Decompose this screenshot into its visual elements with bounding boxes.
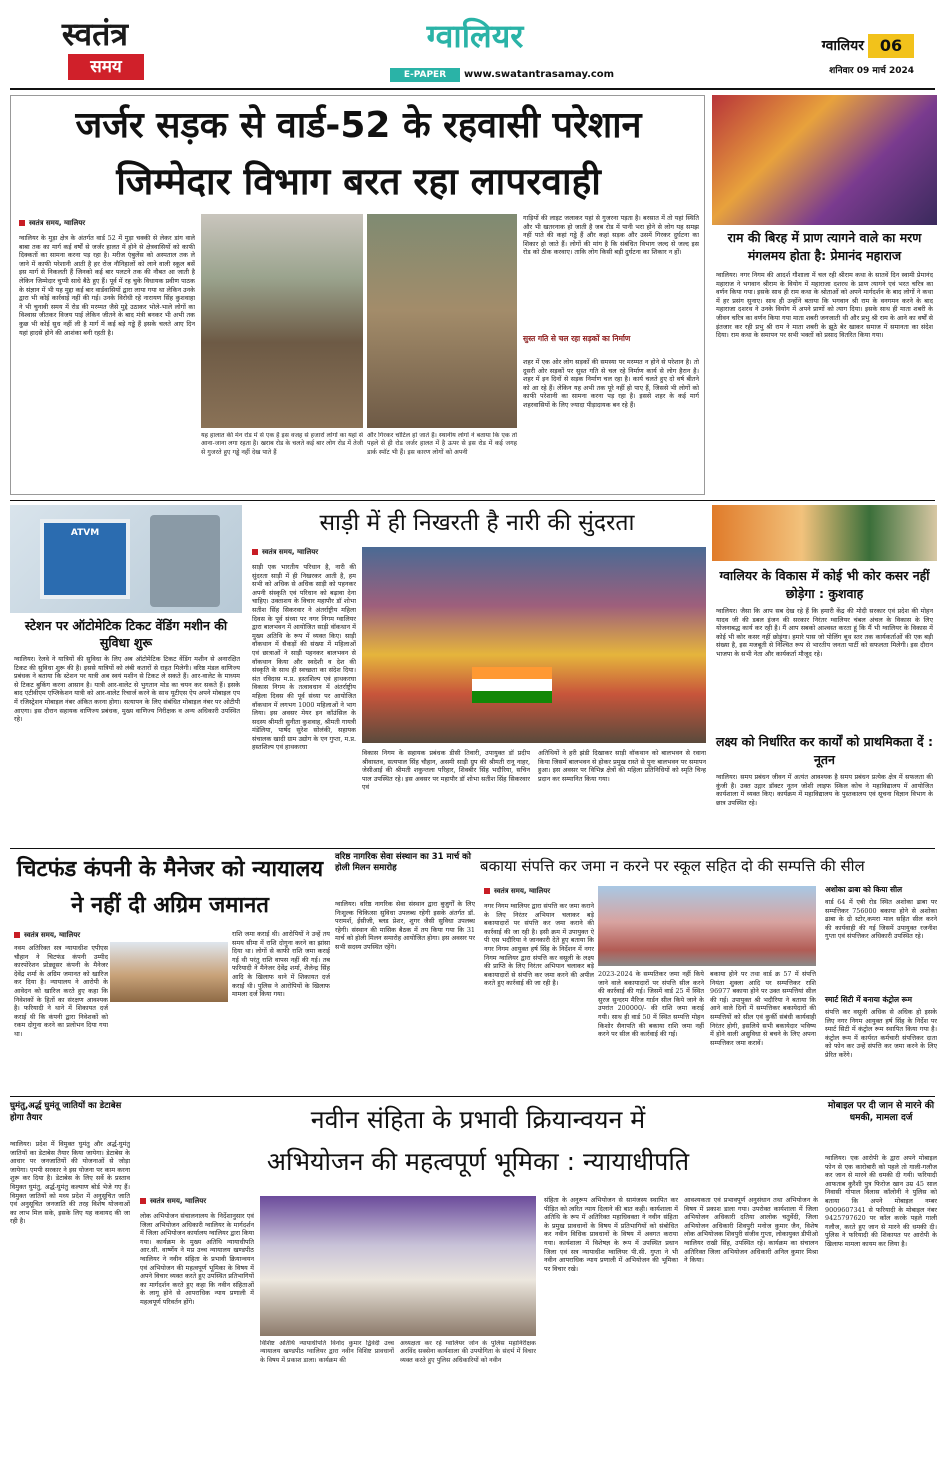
ashoka-subhead-2: स्मार्ट सिटी में बनाया कंट्रोल रूम: [825, 995, 912, 1004]
saree-col-4: अतिथियों ने हरी झंडी दिखाकर साड़ी वॉकथान को बालभवन से रवाना किया जिसमें बालभवन से होकर प्रमुख रास्ते से पुनः बालभवन पर समापन हुआ। इस अवसर पर विभिन्न क्षेत्रों की महिला प्रतिनिधियों को स्मृति चिन्ह प्रदान कर सम्मानित किया गया।: [538, 749, 706, 783]
chitfund-story: [10, 852, 330, 1092]
nyay-story: [136, 1100, 820, 1460]
chitfund-byline: स्वतंत्र समय, ग्वालियर: [14, 930, 174, 940]
bakaya-col-mid: 2023-2024 के सम्पतिकर जमा नहीं किये जाने वाले बकायादारों पर संपत्ति सील करने की कार्रवाई की गई। जिसमें वार्ड 25 में स्थित सुरज सुन्दरम मैरिज गार्डन सील किये जाने के उपरांत 200000/- की राशि जमा कराई गयी। साथ ही वार्ड 50 में स्थित सम्पत्ति मोहन किशोर सैनापति की बकाया राशि जमा नहीं करने पर सील की कार्रवाई की गई।: [598, 970, 704, 1039]
nyay-headline-2: अभियोजन की महत्वपूर्ण भूमिका : न्यायाधीपति: [266, 1147, 690, 1176]
logo: [30, 14, 160, 80]
lead-caption-1: यह हालात की मेन रोड में से एक है इस वजह से हजारों लोगों का यहां से आना-जाना लगा रहता है। खराब रोड के चलते कई बार लोग रोड में तेजी से गुजरते हुए गड्ढे नहीं देख पाते हैं: [201, 432, 363, 456]
atvm-photo: [10, 505, 242, 613]
mobile-story: [825, 1100, 937, 1460]
atvm-body: ग्वालियर। रेलवे ने यात्रियों की सुविधा के लिए अब ऑटोमेटिक टिकट वेंडिंग मशीन से अनारक्षित टिकट की सुविधा शुरू की है। इससे यात्रियों को लंबी कतारों से राहत मिलेगी। वरिष्ठ मंडल वाणिज्य प्रबंधक ने बताया कि स्टेशन पर यात्री अब स्वयं मशीन से टिकट ले सकते हैं। आर-वालेट के माध्यम से टिकट बुकिंग करना आसान है। यात्री आर-वालेट से भुगतान मोड का चयन कर सकते हैं। इसके बाद एटीवीएम एप्लिकेशन यात्री को आर-वालेट रिचार्ज करने के साथ यूटीएस ऐप अपने मोबाइल एप में रजिस्ट्रेशन मोबाइल नंबर अंकित करना होगा। सत्यापन के लिए संबंधित मोबाइल नंबर पर ओटीपी आएगा। इस दौरान सहायक वाणिज्य प्रबंधक, मुख्य वाणिज्य निरीक्षक व अन्य अधिकारी उपस्थित रहे।: [14, 655, 240, 724]
vikas-story: [712, 505, 937, 845]
lead-col-right-top: गाड़ियों की लाइट जलाकर यहां से गुजरना पड़ता है। बरसात में तो यहां स्थिति और भी खतरनाक हो जाती है जब रोड में पानी भरा होने से लोग यह समझ नहीं पाते की कहां गड्ढे हैं और कहां सड़क और उसमें गिरकर दुर्घटना का शिकार हो जाते हैं। लोगों की मांग है कि संबंधित विभाग जल्द से जल्द इस रोड को ठीक करवाए। ताकि लोग किसी बड़ी दुर्घटना का शिकार न हों।: [523, 214, 699, 257]
bakaya-headline: बकाया संपत्ति कर जमा न करने पर स्कूल सहित दो की सम्पत्ति की सील: [480, 857, 865, 875]
vikas-body: ग्वालियर। जैसा कि आप सब देख रहे हैं कि हमारी केंद्र की मोदी सरकार एवं प्रदेश की मोहन यादव जी की डबल इंजन की सरकार निरंतर ग्वालियर चंबल अंचल के विकास के लिए योजनाबद्ध कार्य कर रही है। मैं आप सबको आश्वस्त करता हूं कि मैं भी ग्वालियर के विकास में कोई भी कोर कसर नहीं छोड़ूंगा। हमारे पास जो पोलिंग बूथ स्तर तक कार्यकर्ताओं की एक बड़ी संख्या है, इस मजबूती से निश्चित रूप से भारतीय जनता पार्टी को सफलता मिलेगी। इस दौरान भाजपा के सभी नेता और कार्यकर्ता मौजूद रहे।: [716, 607, 933, 658]
lead-headline-2: जिम्मेदार विभाग बरत रहा लापरवाही: [116, 160, 601, 203]
atvm-headline: स्टेशन पर ऑटोमेटिक टिकट वेंडिंग मशीन की सुविधा शुरू: [24, 618, 228, 650]
nyay-col-4: आवश्यकता एवं प्रभावपूर्ण अनुसंधान तथा अभियोजन के विषय में प्रकाश डाला गया। उपरोक्त कार्यशाला में जिला अभियोजन अधिकारी दतिया आलोक चतुर्वेदी, जिला अभियोजन अधिकारी शिवपुरी मनोज कुमार जैन, विशेष लोक अभियोजक शिवपुरी संजीव गुप्ता, लोकायुक्त डीपीओ ग्वालियर राखी सिंह, उपस्थित रहे। कार्यक्रम का संचालन अतिरिक्त जिला अभियोजन अधिकारी अनिल कुमार मिश्रा ने किया।: [684, 1196, 818, 1265]
masthead-rule: [10, 88, 935, 90]
lead-photo-road-1: [201, 214, 363, 428]
ashoka-subhead-1: अशोका ढाबा को किया सील: [825, 885, 903, 894]
flag-green: [472, 691, 552, 703]
bakaya-body: नगर निगम ग्वालियर द्वारा संपत्ति कर जमा कराने के लिए निरंतर अभियान चलाकर बड़े बकायादारों पर संपत्ति कर जमा कराने की कार्रवाई की जा रही है। इसी क्रम में उपायुक्त ऐ पी एस भदौरिया ने जानकारी देते हुए बताया कि नगर निगम आयुक्त हर्ष सिंह के निर्देशन में नगर निगम ग्वालियर द्वारा संपत्ति कर वसूली के लक्ष्य की प्राप्ति के लिए निरंतर अभियान चलाकर बड़े बकायादारों से संपत्ति कर जमा करने की अपील करते हुए कार्रवाई की जा रही है।: [484, 902, 594, 988]
vikas-photo: [712, 505, 937, 561]
holi-body: ग्वालियर। वरिष्ठ नागरिक सेवा संस्थान द्वारा बुजुर्गों के लिए निःशुल्क चिकित्सा सुविधा उपलब्ध रहेगी इसके अंतर्गत डॉ. परामर्श, ईसीजी, ब्लड प्रेशर, शुगर जैसी सुविधा उपलब्ध रहेगी। संस्थान की मासिक बैठक में तय किया गया कि 31 मार्च को होली मिलन समारोह आयोजित होगा। इस अवसर पर सभी सदस्य उपस्थित रहेंगे।: [335, 900, 475, 951]
epaper-label: E-PAPER: [390, 68, 460, 82]
ram-story: [712, 95, 937, 495]
ram-body: ग्वालियर। नगर निगम की आदर्श गौशाला में चल रही श्रीराम कथा के सातवें दिन स्वामी प्रेमानंद महाराज ने भगवान श्रीराम के वियोग में महाराजा दशरथ के प्राण त्यागने एवं भरत चरित्र का वर्णन किया गया। इसके साथ ही राम कथा के श्रोताओं को अपने मार्गदर्शन के बाद लोगों ने कथा में हर प्रसंग सुनाए। साथ ही उन्होंने बताया कि भगवान श्री राम के वनगमन करने के बाद महाराजा दशरथ ने उनके वियोग में अपने प्राणों को त्याग दिया। इसके साथ ही माता शबरी के जीवन चरित्र का वर्णन किया गया माता शबरी जनजाती थी और प्रभु श्री राम के आने का वर्षों से इंतजार कर रही प्रभु श्री राम ने माता शबरी के झूठे बेर खाकर समाज में समानता का संदेश दिया। राम कथा के समापन पर सभी भक्तों को प्रसाद वितरित किया गया।: [716, 271, 933, 340]
epaper-bar: [390, 68, 690, 82]
ashoka-body-2: संपत्ति कर वसूली अधिक से अधिक हो इसके लिए नगर निगम आयुक्त हर्ष सिंह के निर्देश पर स्मार्ट सिटी में कंट्रोल रूम स्थापित किया गया है। कंट्रोल रूम में कार्यरत कर्मचारी संपत्तिकर दाता को फोन कर उन्हें संपत्ति कर जमा करने के लिए प्रेरित करेंगे।: [825, 1008, 937, 1059]
saree-headline: साड़ी में ही निखरती है नारी की सुंदरता: [319, 510, 635, 536]
ram-photo: [712, 95, 937, 225]
logo-bottom-text: समय: [68, 54, 144, 80]
nyay-body: लोक अभियोजन संचालनालय के निर्देशानुसार एवं जिला अभियोजन अधिकारी ग्वालियर के मार्गदर्शन में जिला अभियोजन कार्यालय ग्वालियर द्वारा किया गया। कार्यक्रम के मुख्य अतिथि न्यायाधीपति आर.सी. वार्ष्णेय ने मप्र उच्च न्यायालय खण्डपीठ ग्वालियर ने नवीन संहिता के प्रभावी क्रियान्वयन एवं अभियोजन की महत्वपूर्ण भूमिका के विषय में अपने विचार व्यक्त करते हुए उपस्थित प्रतिभागियों का मार्गदर्शन करते हुए कहा कि नवीन संहिताओं के लागू होने से आपराधिक न्याय प्रणाली में महत्वपूर्ण परिवर्तन होंगे।: [140, 1212, 254, 1306]
masthead: [0, 0, 945, 88]
nyay-byline: स्वतंत्र समय, ग्वालियर: [140, 1196, 300, 1206]
saree-col-3: विकास निगम के सहायक प्रबंधक डीसी तिवारी, उपायुक्त डॉ प्रदीप श्रीवास्तव, सत्यपाल सिंह चौहान, असमी साड़ी ग्रुप की श्रीमती रानू नाहर, जेसीआई की श्रीमती शकुन्तला परिहार, शिवबीर सिंह भदौरिया, सचिन पाल उपस्थित रहे। इस अवसर पर महापौर डॉ शोभा सतीश सिंह सिकरवार एवं: [362, 749, 530, 792]
mobile-headline: मोबाइल पर दी जान से मारने की धमकी, मामला दर्ज: [827, 1101, 935, 1123]
ram-headline: राम की बिरह में प्राण त्यागने वाले का मरण मंगलमय होता है: प्रेमानंद महाराज: [727, 230, 922, 263]
ashoka-body-1: वार्ड 64 में एबी रोड स्थित अशोका ढाबा पर सम्पत्तिकर 756000 बकाया होने से अशोका ढाबा के दो स्टोर,कमरा माल सहित सील करने की कार्यवाही की गई जिसमें उपायुक्त रजनीश गुप्ता एवं संपत्तिकर अधिकारी उपस्थित रहे।: [825, 898, 937, 941]
bakaya-byline: स्वतंत्र समय, ग्वालियर: [484, 886, 644, 896]
chitfund-col-right: राशि जमा कराई थी। आरोपियों ने उन्हें तय समय सीमा में राशि दोगुना करने का झांसा दिया था। लोगों से काफी राशि जमा कराई गई थी परंतु राशि वापस नहीं की गई। तब फरियादी ने मैनेजर देवेंद्र शर्मा, शैलेन्द्र सिंह आदि के खिलाफ थाने में शिकायत दर्ज कराई थी। पुलिस ने आरोपियों के खिलाफ मामला दर्ज किया गया।: [232, 930, 330, 999]
atvm-screen-label: ATVM: [70, 528, 100, 538]
vikas-headline: ग्वालियर के विकास में कोई भी कोर कसर नहीं छोड़ेगा : कुशवाह: [719, 568, 930, 601]
atvm-machine-body: [150, 515, 220, 607]
nyay-caption-2: अध्यक्षता कर रहे ग्वालियर जोन के पुलिस महानिरीक्षक अरविंद सक्सेना कार्यशाला की उपयोगिता के संदर्भ में विचार व्यक्त करते हुए पुलिस अधिकारियों को नवीन: [400, 1340, 536, 1364]
lead-subhead: सुस्त गति से चल रहा सड़कों का निर्माण: [523, 334, 631, 343]
saree-byline: स्वतंत्र समय, ग्वालियर: [252, 547, 432, 557]
chitfund-headline: चिटफंड कंपनी के मैनेजर को न्यायालय ने नहीं दी अग्रिम जमानत: [16, 857, 324, 918]
atvm-story: [10, 505, 242, 845]
website-link[interactable]: www.swatantrasamay.com: [464, 69, 615, 80]
divider-3: [10, 1096, 935, 1097]
nyay-col-3: संहिता के अनुरूप अभियोजन से सामंजस्य स्थापित कर पीड़ित को त्वरित न्याय दिलाने की बात कही। कार्यशाला में अतिथि के रूप में अतिरिक्त महाधिवक्ता ने नवीन संहिता के प्रमुख प्रावधानों के विषय में प्रतिभागियों को संबोधित कर नवीन विधिक प्रावधानों के विषय में अवगत कराया गया। कार्यशाला में विशेषज्ञ के रूप में उपस्थित प्रधान जिला एवं सत्र न्यायाधीश ग्वालियर पी.सी. गुप्ता ने भी नवीन आपराधिक न्याय प्रणाली में अभियोजन की भूमिका पर विचार रखे।: [544, 1196, 678, 1273]
holi-story: [335, 852, 475, 1092]
nyay-caption: विशिष्ट अतिथि न्यायाधीपति विनोद कुमार द्विवेदी उच्च न्यायालय खण्डपीठ ग्वालियर द्वारा नवीन विशिष्ट प्रावधानों के विषय में प्रकाश डाला। कार्यक्रम की: [260, 1340, 394, 1364]
lakshya-body: ग्वालियर। समय प्रबंधन जीवन में अत्यंत आवश्यक है समय प्रबंधन प्रत्येक क्षेत्र में सफलता की कुंजी है। उक्त उद्गार डॉक्टर नूतन जोशी लाइफ स्किल कोच ने महाविद्यालय में आयोजित कार्यशाला में व्यक्त किए। कार्यक्रम में महाविद्यालय के पुस्तकालय एवं सूचना विज्ञान विभाग के छात्र उपस्थित रहे।: [716, 773, 933, 807]
lakshya-headline: लक्ष्य को निर्धारित कर कार्यों को प्राथमिकता दें : नूतन: [715, 734, 934, 767]
holi-headline: वरिष्ठ नागरिक सेवा संस्थान का 31 मार्च को होली मिलन समारोह: [335, 852, 471, 873]
lead-byline: स्वतंत्र समय, ग्वालियर: [19, 218, 199, 228]
city-label: ग्वालियर: [821, 38, 864, 54]
bakaya-photo-building: [598, 886, 816, 966]
lead-headline-1: जर्जर सड़क से वार्ड-52 के रहवासी परेशान: [75, 105, 642, 146]
mobile-body: ग्वालियर। एक आरोपी के द्वारा अपने मोबाइल फोन से एक कारोबारी को पहले तो गाली-गलौज कर जान से मारने की धमकी दी गयी। फरियादी आफताब कुरैशी पुत्र फिरोज खान उम्र 45 साल निवासी गोपाल विलास कॉलोनी ने पुलिस को बताया कि अपने मोबाइल नम्बर 9009607341 से फरियादी के मोबाइल नंबर 9425797620 पर कॉल करके पहले गाली गलौज, करते हुए जान से मारने की धमकी दी। पुलिस ने फरियादी की शिकायत पर आरोपी के खिलाफ मामला कायम कर लिया है।: [825, 1154, 937, 1248]
lead-caption-2: और गिरकर चोटिल हो जाते हैं। स्थानीय लोगों ने बताया कि एक तो पहले से ही रोड जर्जर हालत में है ऊपर से इस रोड में कई जगह डार्क स्पॉट भी हैं। इस कारण लोगों को अपनी: [367, 432, 517, 456]
ghumantu-story: [10, 1100, 130, 1460]
lead-photo-road-2: [367, 214, 517, 428]
bakaya-col-right: बकाया होने पर तथा वार्ड क्र 57 में संपत्ति नियंता शुक्ला आदि पर सम्पत्तिकर राशि 96977 बकाया होने पर उक्त सम्पत्तियां सील की गई। उपायुक्त श्री भदौरिया ने बताया कि आने वाले दिनों में सम्पत्तिकर बकायेदारों की सम्पत्तियों को सील एवं कुर्की संबंधी कार्यवाही निरंतर होगी, इसलिये सभी बकायेदार भविष्य में होने वाली असुविधा से बचने के लिए अपना सम्पत्तिकर जमा करावें।: [710, 970, 816, 1047]
divider-1: [10, 500, 935, 501]
ghumantu-headline: घुमंतु,अर्द्ध घुमंतू जातियों का डेटाबेस होगा तैयार: [10, 1101, 122, 1123]
issue-date: शनिवार 09 मार्च 2024: [829, 66, 914, 76]
saree-story: [248, 505, 706, 845]
ghumantu-body: ग्वालियर। प्रदेश में विमुक्त घुमंतु और अर्द्ध-घुमंतु जातियों का डेटाबेस तैयार किया जायेगा। डेटाबेस के आधार पर जनजातियों की योजनाओं से जोड़ा जायेगा। एमपी सरकार ने इस योजना पर काम करना शुरू कर दिया है। डेटाबेस के लिए सर्वे के प्रस्ताव विमुक्त घुमंतु, अर्द्ध-घुमंतु कल्याण बोर्ड भेजे गए हैं। विमुक्त जातियों को मध्य प्रदेश में अनुसूचित जाति एवं अनुसूचित जनजाति की तरह विशेष योजनाओं का लाभ मिल सके, इसके लिए यह कवायद की जा रही है।: [10, 1140, 130, 1226]
chitfund-photo-court: [110, 942, 228, 1002]
atvm-screen: [40, 519, 130, 599]
lead-story: [10, 95, 705, 495]
page-info: [760, 34, 920, 82]
lead-body: ग्वालियर के मुड़ा क्षेत्र के अंतर्गत वार्ड 52 में मुड़ा चक्की से लेकर डांग वाले बाबा तक का मार्ग कई वर्षों से जर्जर हालत में होने से क्षेत्रवासियों को काफी दिक्कतों का सामना करना पड़ रहा है। मरीज एंबुलेंस को अस्पताल तक ले जाने में काफी परेशानी आती है हर रोज नौनिहालों को लाने वाली स्कूल बसें इस मार्ग से निकलती हैं जिनको कई बार पलटने तक की नौबत आ जाती है लेकिन जिम्मेदार चुप्पी साधे बैठे हुए हैं। पूर्व में रह चुके विधायक प्रवीण पाठक के संज्ञान में भी यह मुद्दा कई बार वार्डवासियों द्वारा लाया गया था लेकिन उनके द्वारा भी कोई कार्रवाई नहीं की गई। उनके विरोधी रहे नारायण सिंह कुशवाहा ने भी चुनावी समय में रोड की मरम्मत जैसे मुद्दे उठाकर भोले-भाले लोगों का विश्वास जीतकर विजय पाई लेकिन जीतने के बाद मंत्री बनकर भी अभी तक कुछ भी कोई सुध नहीं ली है मार्ग में कई बड़े गड्ढे हैं इसके चलते आए दिन यहां हादसे होने की आशंका बनी रहती है।: [19, 234, 195, 337]
chitfund-body: नवम अतिरिक्त सत्र न्यायाधीश एपीएस चौहान ने चिटफंड कंपनी उम्मीद कारपोरेशन प्रोड्यूसर कंपनी के मैनेजर देवेंद्र शर्मा के अग्रिम जमानत को खारिज कर दिया है। न्यायालय ने आरोपी के आवेदन को खारिज करते हुए कहा कि निवेशकों के हितों का संरक्षण आवश्यक है। फरियादी ने थाने में शिकायत दर्ज कराई थी कि कंपनी द्वारा निवेशकों को रकम दोगुना करने का प्रलोभन दिया गया था।: [14, 944, 108, 1038]
saree-body: साड़ी एक भारतीय परिधान है, नारी की सुंदरता साड़ी में ही निखरकर आती है, हम सभी को अधिक से अधिक साड़ी को पहनकर अपनी संस्कृति एवं परिधान को बढ़ावा देना चाहिए। उक्ताशय के विचार महापौर डॉ शोभा सतीश सिंह सिकरवार ने अंतर्राष्ट्रीय महिला दिवस के पूर्व संध्या पर नगर निगम ग्वालियर द्वारा बालभवन में आयोजित साड़ी वॉकथान में मुख्य अतिथि के रूप में व्यक्त किए। साड़ी वॉकथान में सैकड़ों की संख्या में महिलाओं एवं छात्राओं ने साड़ी पहनकर बालभवन से वॉकथान किया और स्वदेशी व देश की संस्कृति के साथ ही स्वच्छता का संदेश दिया। संत रविदास म.प्र. हस्तशिल्प एवं हाथकरघा विकास निगम के तत्वावधान में अंतर्राष्ट्रीय महिला दिवस की पूर्व संध्या पर आयोजित वॉकथान में लगभग 1000 महिलाओं ने भाग लिया। इस अवसर मेयर इन कॉउंसिल के सदस्य श्रीमती सुनीता कुशवाह, श्रीमती गायत्री मंडेलिया, पार्षद सुरेश सोलंकी, सहायक संचालक खादी ग्राम उद्योग के एन गुप्ता, म.प्र. हस्तशिल्प एवं हाथकरघा: [252, 563, 356, 752]
flag-white: [472, 679, 552, 691]
ashoka-story: [825, 884, 937, 1092]
section-title: ग्वालियर: [426, 17, 524, 55]
saree-photo: [362, 547, 706, 743]
divider-2: [10, 848, 935, 849]
nyay-photo: [260, 1196, 536, 1336]
nyay-headline-1: नवीन संहिता के प्रभावी क्रियान्वयन में: [310, 1105, 646, 1134]
page-number: 06: [868, 34, 914, 58]
lead-col-right-bottom: शहर में एक ओर लोग सड़कों की समस्या पर मरम्मत न होने से परेशान है। तो दूसरी ओर सड़कों पर सुस्त गति से चल रहे निर्माण कार्य से लोग हैरान है। शहर में इन दिनों से सड़क निर्माण चल रहा है। कार्य चलते हुए दो वर्ष बीतने को आ रहे हैं। लेकिन यह अभी तक पूरे नहीं हो पाए हैं, जिससे भी लोगों को काफी परेशानी का सामना करना पड़ रहा है। इससे शहर के कई मार्ग शहरवासियों के लिए ज्यादा पीड़ादायक बन रहे हैं।: [523, 358, 699, 409]
logo-top-text: स्वतंत्र: [61, 15, 129, 53]
flag-saffron: [472, 667, 552, 679]
